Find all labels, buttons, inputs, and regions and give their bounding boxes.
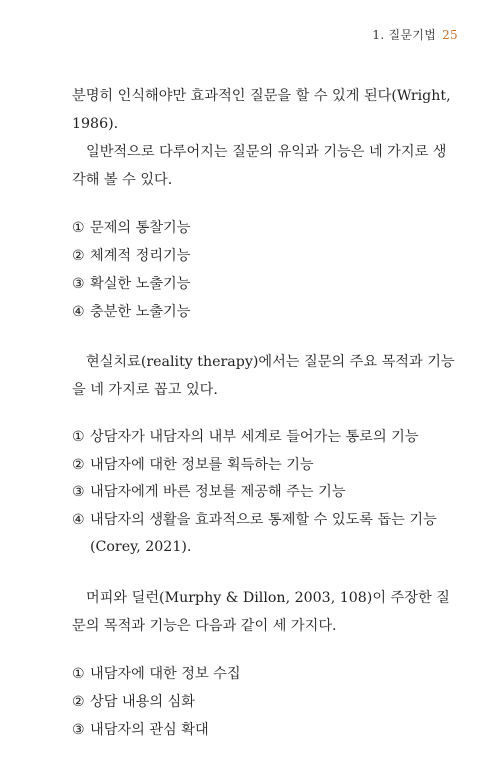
paragraph-2: 일반적으로 다루어지는 질문의 유익과 기능은 네 가지로 생각해 볼 수 있다. bbox=[72, 144, 447, 188]
list-item: ① 문제의 통찰기능 bbox=[72, 220, 191, 236]
list-item: ① 상담자가 내담자의 내부 세계로 들어가는 통로의 기능 bbox=[72, 429, 419, 445]
list-item: ② 체계적 정리기능 bbox=[72, 248, 191, 264]
body-text bbox=[72, 82, 458, 744]
list-item: ③ 확실한 노출기능 bbox=[72, 276, 191, 292]
paragraph-4: 머피와 딜런(Murphy & Dillon, 2003, 108)이 주장한 질문의 목적과 기능은 다음과 같이 세 가지다. bbox=[72, 589, 450, 634]
list-item: ④ 내담자의 생활을 효과적으로 통제할 수 있도록 돕는 기능(Corey, 2021). bbox=[72, 511, 437, 555]
list-item: ③ 내담자의 관심 확대 bbox=[72, 721, 209, 738]
list-item: ② 내담자에 대한 정보를 획득하는 기능 bbox=[72, 456, 314, 473]
paragraph-3: 현실치료(reality therapy)에서는 질문의 주요 목적과 기능을 네 가지로 꼽고 있다. bbox=[72, 354, 455, 398]
paragraph-1: 분명히 인식해야만 효과적인 질문을 할 수 있게 된다(Wright, 1986). bbox=[72, 88, 451, 132]
list-item: ④ 충분한 노출기능 bbox=[72, 304, 191, 320]
page-number: 25 bbox=[442, 28, 458, 42]
list-item: ① 내담자에 대한 정보 수집 bbox=[72, 665, 241, 682]
list-functions-general bbox=[72, 214, 458, 326]
list-item: ② 상담 내용의 심화 bbox=[72, 693, 195, 710]
chapter-title: 1. 질문기법 bbox=[372, 28, 437, 42]
list-functions-reality-therapy bbox=[72, 424, 458, 562]
list-item: ③ 내담자에게 바른 정보를 제공해 주는 기능 bbox=[72, 484, 346, 500]
running-head bbox=[372, 26, 458, 43]
list-purposes-murphy-dillon bbox=[72, 660, 458, 744]
